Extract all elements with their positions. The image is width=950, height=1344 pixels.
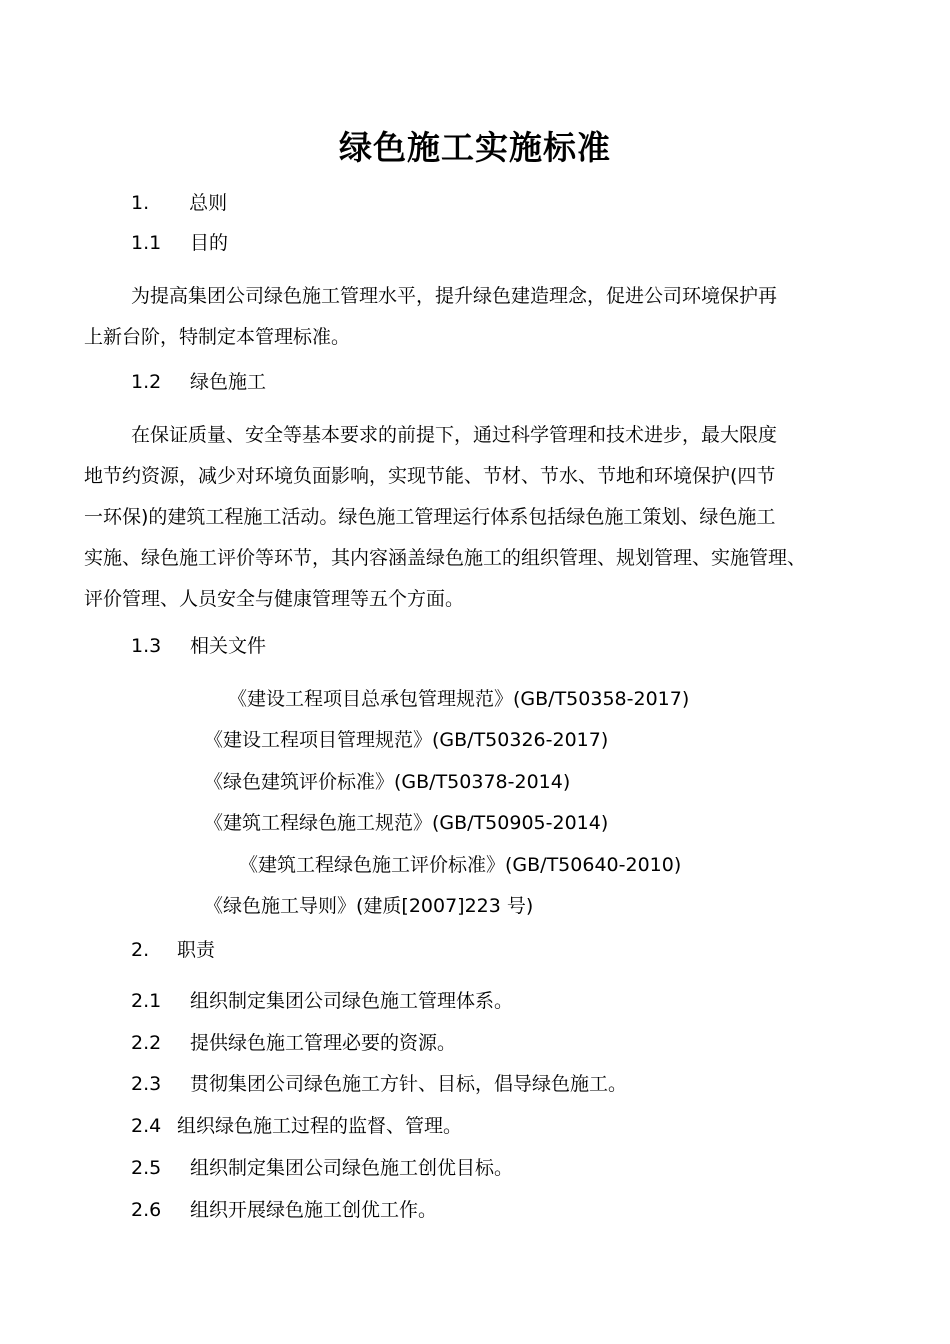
duty-number: 2.6 xyxy=(131,1199,162,1221)
duty-text: 组织制定集团公司绿色施工管理体系。 xyxy=(190,990,514,1012)
reference-item: 《绿色建筑评价标准》(GB/T50378-2014) xyxy=(204,771,571,793)
duty-item xyxy=(131,1197,437,1223)
section-number: 1.3 xyxy=(131,635,162,657)
duty-number: 2.2 xyxy=(131,1032,162,1054)
duty-number: 2.5 xyxy=(131,1157,162,1179)
section-title: 目的 xyxy=(190,232,229,254)
reference-item: 《建筑工程绿色施工评价标准》(GB/T50640-2010) xyxy=(239,854,682,876)
reference-item: 《建设工程项目管理规范》(GB/T50326-2017) xyxy=(204,729,609,751)
duty-number: 2.1 xyxy=(131,990,162,1012)
section-heading-1-2 xyxy=(131,369,266,395)
paragraph-line: 地节约资源，减少对环境负面影响，实现节能、节材、节水、节地和环境保护(四节 xyxy=(84,465,776,487)
duty-item xyxy=(131,1071,627,1097)
reference-item: 《建设工程项目总承包管理规范》(GB/T50358-2017) xyxy=(228,688,690,710)
page-title: 绿色施工实施标准 xyxy=(339,128,611,167)
section-heading-1 xyxy=(131,190,227,216)
paragraph-line: 实施、绿色施工评价等环节，其内容涵盖绿色施工的组织管理、规划管理、实施管理、 xyxy=(84,547,807,569)
duty-number: 2.3 xyxy=(131,1073,162,1095)
section-heading-1-1 xyxy=(131,230,228,256)
section-title: 相关文件 xyxy=(190,635,267,657)
duty-text: 组织开展绿色施工创优工作。 xyxy=(190,1199,438,1221)
paragraph-green-construction xyxy=(84,415,884,620)
section-number: 1. xyxy=(131,192,150,214)
paragraph-line: 评价管理、人员安全与健康管理等五个方面。 xyxy=(84,588,465,610)
paragraph-line: 上新台阶，特制定本管理标准。 xyxy=(84,326,351,348)
duty-item xyxy=(131,1155,513,1181)
section-heading-1-3 xyxy=(131,633,266,659)
paragraph-line: 一环保)的建筑工程施工活动。绿色施工管理运行体系包括绿色施工策划、绿色施工 xyxy=(84,506,776,528)
section-number: 1.2 xyxy=(131,371,162,393)
duty-item xyxy=(131,1113,462,1139)
section-number: 1.1 xyxy=(131,232,162,254)
duty-text: 组织制定集团公司绿色施工创优目标。 xyxy=(190,1157,514,1179)
section-number: 2. xyxy=(131,939,150,961)
reference-item: 《建筑工程绿色施工规范》(GB/T50905-2014) xyxy=(204,812,609,834)
duty-text: 组织绿色施工过程的监督、管理。 xyxy=(177,1115,463,1137)
duty-text: 贯彻集团公司绿色施工方针、目标，倡导绿色施工。 xyxy=(190,1073,628,1095)
section-heading-2 xyxy=(131,937,215,963)
section-title: 职责 xyxy=(177,939,216,961)
duty-item xyxy=(131,1030,456,1056)
reference-item: 《绿色施工导则》(建质[2007]223 号) xyxy=(204,895,534,917)
duty-text: 提供绿色施工管理必要的资源。 xyxy=(190,1032,457,1054)
paragraph-line: 为提高集团公司绿色施工管理水平，提升绿色建造理念，促进公司环境保护再 xyxy=(131,285,778,307)
paragraph-purpose xyxy=(84,276,884,358)
duty-number: 2.4 xyxy=(131,1115,162,1137)
duty-item xyxy=(131,988,513,1014)
section-title: 总则 xyxy=(189,192,228,214)
paragraph-line: 在保证质量、安全等基本要求的前提下，通过科学管理和技术进步，最大限度 xyxy=(131,424,778,446)
section-title: 绿色施工 xyxy=(190,371,267,393)
